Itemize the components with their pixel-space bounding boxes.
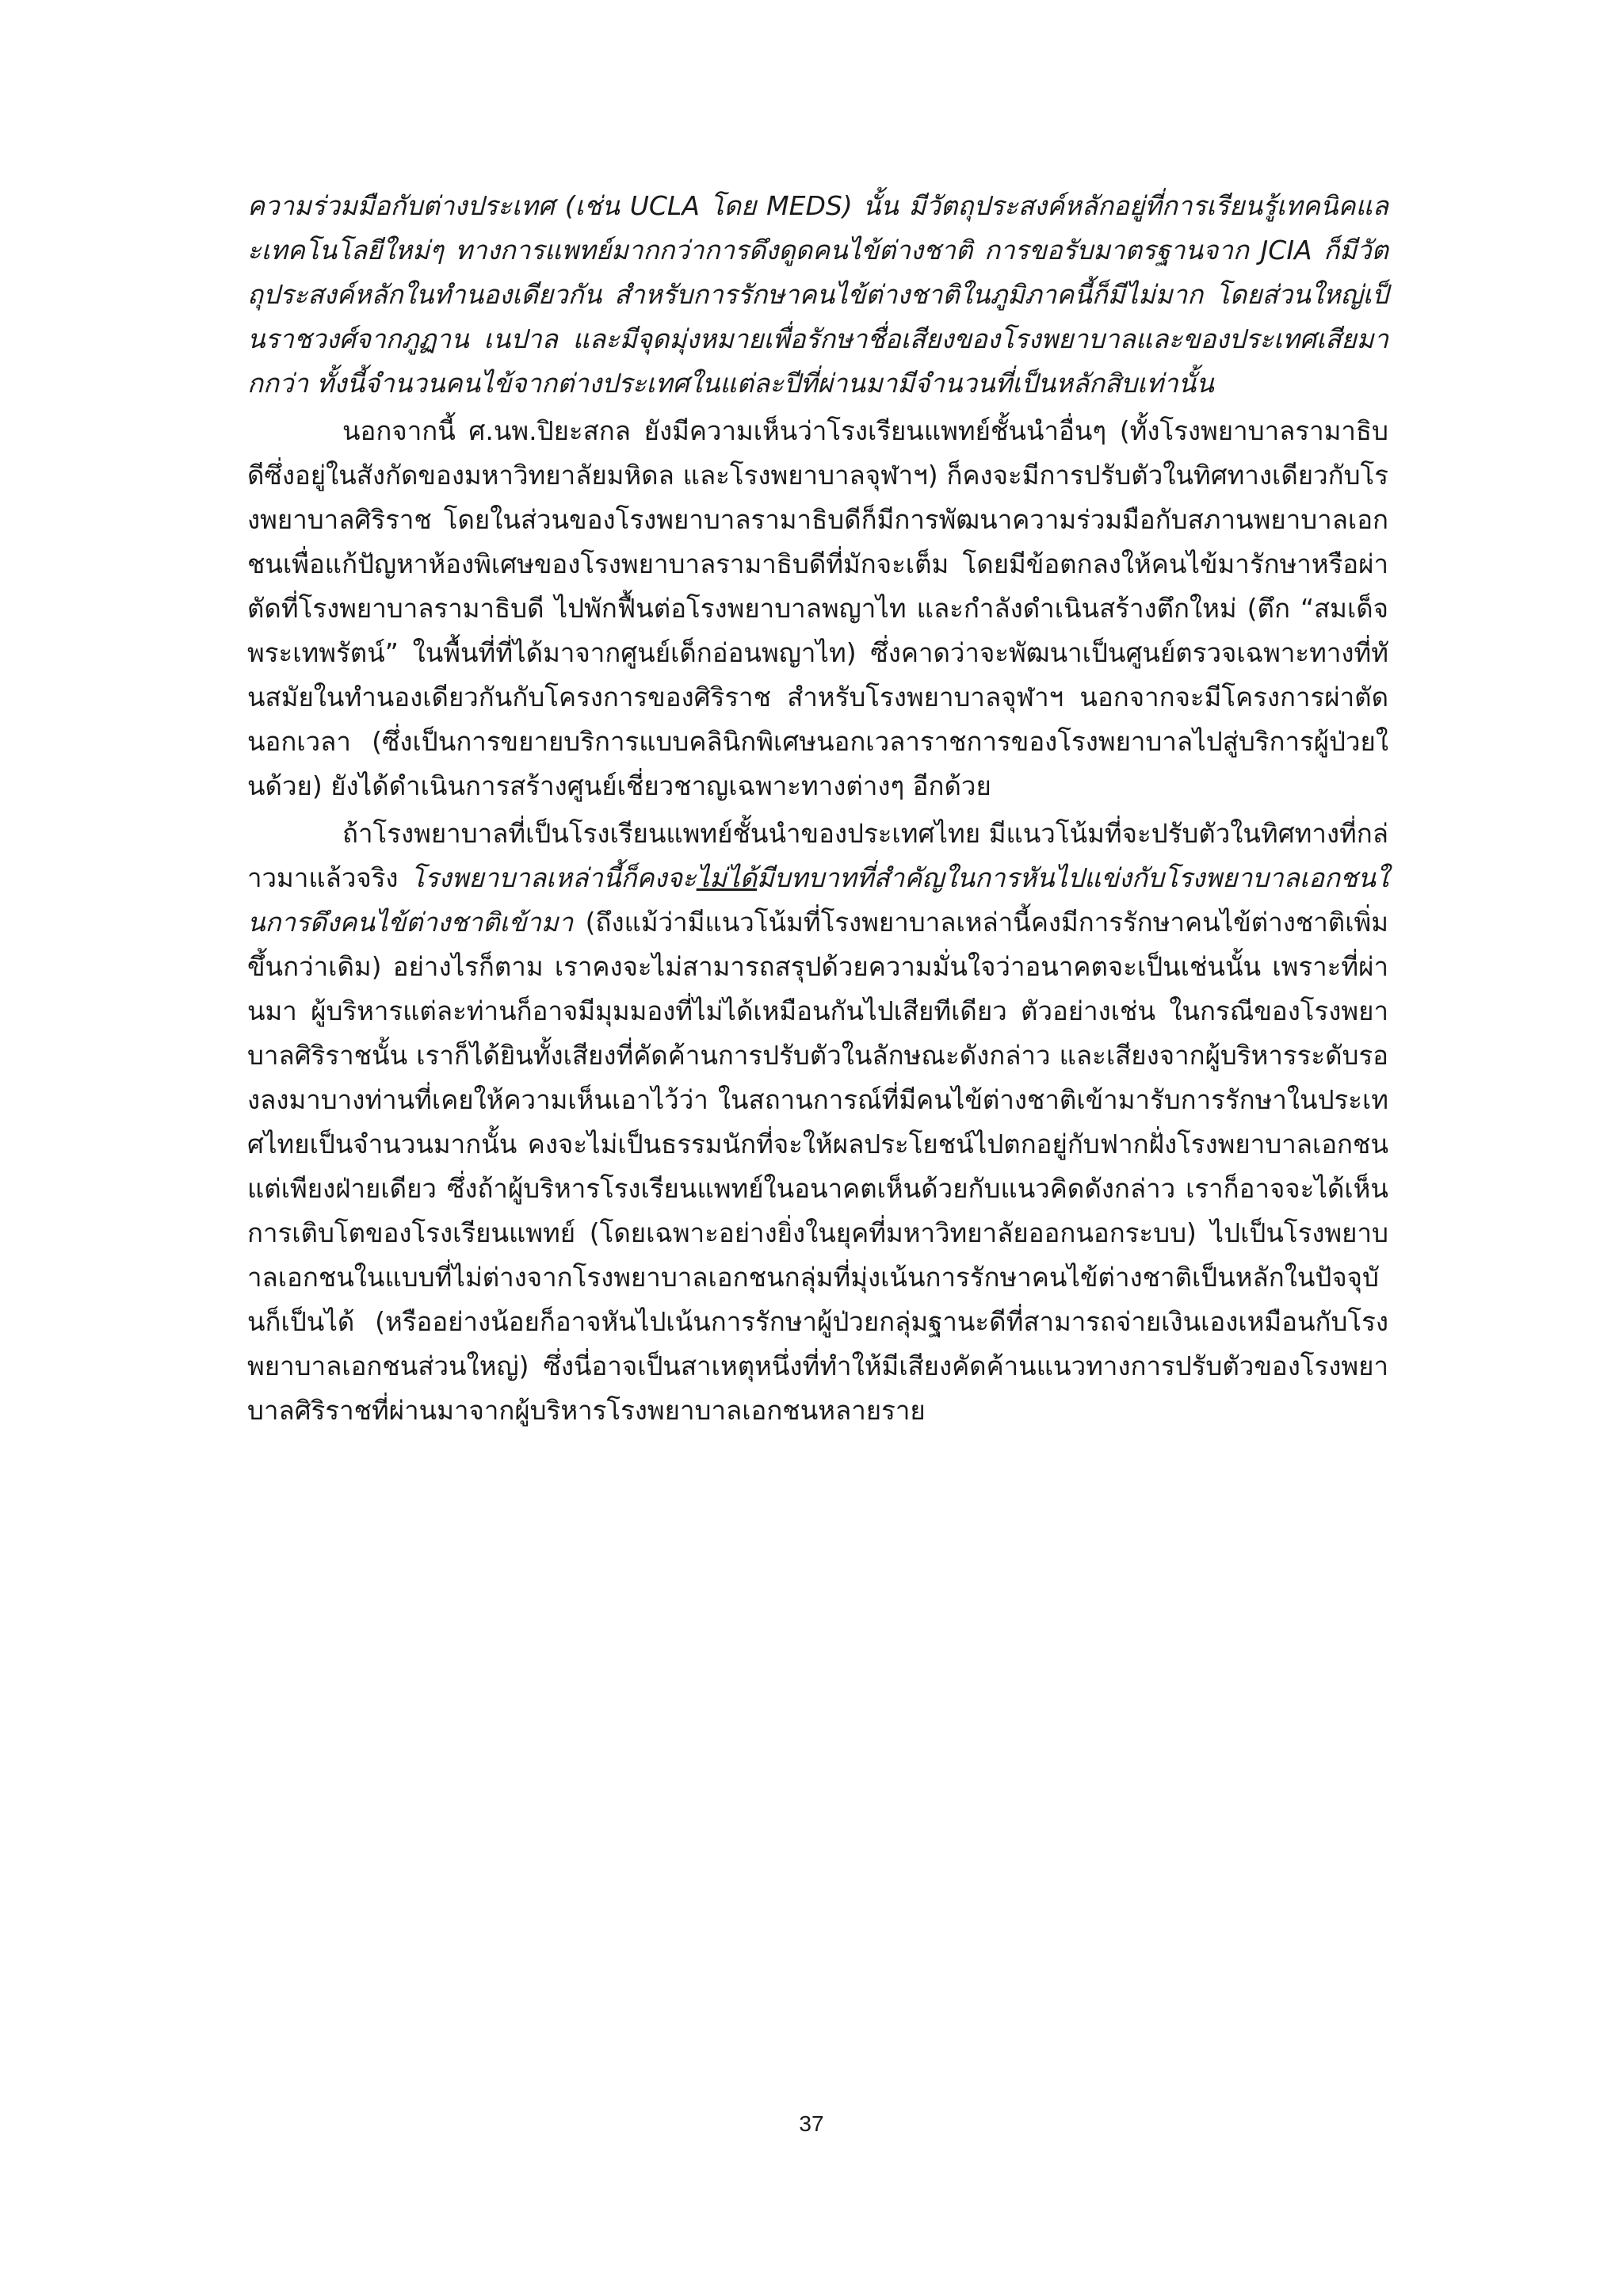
paragraph-conclusion — [247, 812, 1388, 1433]
emphasis-italic-text-continued: มีบทบาทที่สำคัญในการหันไปแข่งกับโรงพยาบาลเอกชนในการดึงคนไข้ต่างชาติเข้ามา — [247, 862, 1388, 938]
page-number: 37 — [799, 2111, 824, 2136]
paragraph-conclusion-lead: ถ้าโรงพยาบาลที่เป็นโรงเรียนแพทย์ชั้นนำของประเทศไทย มีแนวโน้มที่จะปรับตัวในทิศทางที่กล่าวมาแล้วจริง — [247, 818, 1388, 893]
paragraph-conclusion-rest: (ถึงแม้ว่ามีแนวโน้มที่โรงพยาบาลเหล่านี้คงมีการรักษาคนไข้ต่างชาติเพิ่มขึ้นกว่าเดิม) อย่างไรก็ตาม เราคงจะไม่สามารถสรุปด้วยความมั่นใจว่าอนาคตจะเป็นเช่นนั้น เพราะที่ผ่านมา ผู้บริหารแต่ละท่านก็อาจมีมุมมองที่ไม่ได้เหมือนกันไปเสียทีเดียว ตัวอย่างเช่น ในกรณีของโรงพยาบาลศิริราชนั้น เราก็ได้ยินทั้งเสียงที่คัดค้านการปรับตัวในลักษณะดังกล่าว และเสียงจากผู้บริหารระดับรองลงมาบางท่านที่เคยให้ความเห็นเอาไว้ว่า ในสถานการณ์ที่มีคนไข้ต่างชาติเข้ามารับการรักษาในประเทศไทยเป็นจำนวนมากนั้น คงจะไม่เป็นธรรมนักที่จะให้ผลประโยชน์ไปตกอยู่กับฟากฝั่งโรงพยาบาลเอกชนแต่เพียงฝ่ายเดียว ซึ่งถ้าผู้บริหารโรงเรียนแพทย์ในอนาคตเห็นด้วยกับแนวคิดดังกล่าว เราก็อาจจะได้เห็นการเติบโตของโรงเรียนแพทย์ (โดยเฉพาะอย่างยิ่งในยุคที่มหาวิทยาลัยออกนอกระบบ) ไปเป็นโรงพยาบาลเอกชนในแบบที่ไม่ต่างจากโรงพยาบาลเอกชนกลุ่มที่มุ่งเน้นการรักษาคนไข้ต่างชาติเป็นหลักในปัจจุบันก็เป็นได้ (หรืออย่างน้อยก็อาจหันไปเน้นการรักษาผู้ป่วยกลุ่มฐานะดีที่สามารถจ่ายเงินเองเหมือนกับโรงพยาบาลเอกชนส่วนใหญ่) ซึ่งนี่อาจเป็นสาเหตุหนึ่งที่ทำให้มีเสียงคัดค้านแนวทางการปรับตัวของโรงพยาบาลศิริราชที่ผ่านมาจากผู้บริหารโรงพยาบาลเอกชนหลายราย — [247, 907, 1388, 1426]
document-body — [247, 184, 1388, 1433]
paragraph-italic-intro: ความร่วมมือกับต่างประเทศ (เช่น UCLA โดย MEDS) นั้น มีวัตถุประสงค์หลักอยู่ที่การเรียนรู้เทคนิคและเทคโนโลยีใหม่ๆ ทางการแพทย์มากกว่าการดึงดูดคนไข้ต่างชาติ การขอรับมาตรฐานจาก JCIA ก็มีวัตถุประสงค์หลักในทำนองเดียวกัน สำหรับการรักษาคนไข้ต่างชาติในภูมิภาคนี้ก็มีไม่มาก โดยส่วนใหญ่เป็นราชวงศ์จากภูฏาน เนปาล และมีจุดมุ่งหมายเพื่อรักษาชื่อเสียงของโรงพยาบาลและของประเทศเสียมากกว่า ทั้งนี้จำนวนคนไข้จากต่างประเทศในแต่ละปีที่ผ่านมามีจำนวนที่เป็นหลักสิบเท่านั้น — [247, 190, 1388, 399]
paragraph-medical-schools: นอกจากนี้ ศ.นพ.ปิยะสกล ยังมีความเห็นว่าโรงเรียนแพทย์ชั้นนำอื่นๆ (ทั้งโรงพยาบาลรามาธิบดีซึ่งอยู่ในสังกัดของมหาวิทยาลัยมหิดล และโรงพยาบาลจุฬาฯ) ก็คงจะมีการปรับตัวในทิศทางเดียวกับโรงพยาบาลศิริราช โดยในส่วนของโรงพยาบาลรามาธิบดีก็มีการพัฒนาความร่วมมือกับสภานพยาบาลเอกชนเพื่อแก้ปัญหาห้องพิเศษของโรงพยาบาลรามาธิบดีที่มักจะเต็ม โดยมีข้อตกลงให้คนไข้มารักษาหรือผ่าตัดที่โรงพยาบาลรามาธิบดี ไปพักฟื้นต่อโรงพยาบาลพญาไท และกำลังดำเนินสร้างตึกใหม่ (ตึก “สมเด็จพระเทพรัตน์” ในพื้นที่ที่ได้มาจากศูนย์เด็กอ่อนพญาไท) ซึ่งคาดว่าจะพัฒนาเป็นศูนย์ตรวจเฉพาะทางที่ทันสมัยในทำนองเดียวกันกับโครงการของศิริราช สำหรับโรงพยาบาลจุฬาฯ นอกจากจะมีโครงการผ่าตัดนอกเวลา (ซึ่งเป็นการขยายบริการแบบคลินิกพิเศษนอกเวลาราชการของโรงพยาบาลไปสู่บริการผู้ป่วยในด้วย) ยังได้ดำเนินการสร้างศูนย์เชี่ยวชาญเฉพาะทางต่างๆ อีกด้วย — [247, 415, 1388, 801]
emphasis-italic-text: โรงพยาบาลเหล่านี้ก็คงจะ — [411, 862, 697, 893]
emphasis-underlined-text: ไม่ได้ — [696, 862, 758, 893]
